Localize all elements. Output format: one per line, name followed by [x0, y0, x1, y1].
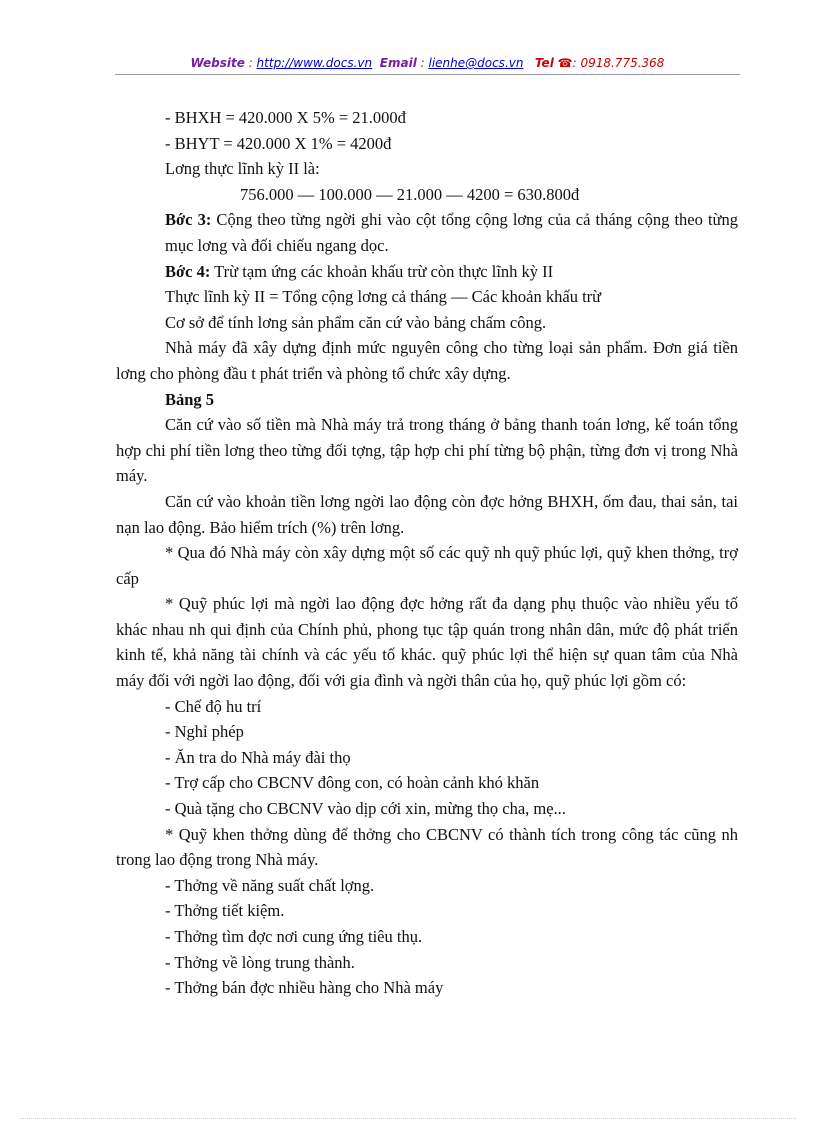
- step-text: Cộng theo từng ngời ghi vào cột tổng cộng lơng của cả tháng cộng theo từng mục lơng và đối chiếu ngang dọc.: [165, 210, 738, 255]
- list-item: - Thởng tìm đợc nơi cung ứng tiêu thụ.: [165, 927, 423, 946]
- list-item: - Thởng bán đợc nhiều hàng cho Nhà máy: [165, 978, 444, 998]
- paragraph: Nhà máy đã xây dựng định mức nguyên công cho từng loại sản phẩm. Đơn giá tiền lơng cho phòng đầu t phát triển và phòng tổ chức xây dựng.: [116, 338, 738, 383]
- paragraph: [116, 259, 738, 285]
- paragraph: * Quỹ khen thởng dùng để thởng cho CBCNV có thành tích trong công tác cũng nh trong lao động trong Nhà máy.: [116, 824, 738, 870]
- list-item: - Thởng về lòng trung thành.: [165, 952, 355, 972]
- phone-icon: ☎: [557, 56, 573, 70]
- website-label: Website: [190, 56, 245, 70]
- email-separator: :: [416, 56, 429, 70]
- list-item: - Nghỉ phép: [165, 722, 244, 742]
- website-link[interactable]: http://www.docs.vn: [256, 56, 373, 70]
- section-heading: Bảng 5: [165, 389, 215, 409]
- step-label: Bớc 4:: [165, 261, 211, 281]
- list-item: - Quà tặng cho CBCNV vào dịp cới xin, mừng thọ cha, mẹ...: [165, 799, 566, 819]
- paragraph: Căn cứ vào khoản tiền lơng ngời lao động còn đợc hởng BHXH, ốm đau, thai sản, tai nạn lao động. Bảo hiểm trích (%) trên lơng.: [116, 491, 738, 537]
- text-line: Lơng thực lĩnh kỳ II là:: [165, 159, 320, 179]
- list-item: - Thởng tiết kiệm.: [165, 901, 285, 921]
- equation-line: 756.000 — 100.000 — 21.000 — 4200 = 630.800đ: [240, 184, 580, 204]
- list-item: - Ăn tra do Nhà máy đài thọ: [165, 747, 351, 767]
- paragraph: * Quỹ phúc lợi mà ngời lao động đợc hởng rất đa dạng phụ thuộc vào nhiều yếu tố khác nhau nh qui định của Chính phủ, phong tục tập quán trong nhân dân, mức độ phát triển kinh tế, khả năng tài chính và các yếu tố khác. quỹ phúc lợi thể hiện sự quan tâm của Nhà máy đối với ngời lao động, đối với gia đình và ngời thân của họ, quỹ phúc lợi gồm có:: [116, 594, 738, 691]
- page-header: [115, 56, 740, 76]
- footer-divider: [20, 1118, 796, 1119]
- website-separator: :: [244, 56, 257, 70]
- tel-number: : 0918.775.368: [572, 56, 665, 70]
- text-line: Thực lĩnh kỳ II = Tổng cộng lơng cả tháng — Các khoản khấu trừ: [165, 287, 602, 307]
- text-line: Cơ sở để tính lơng sản phẩm căn cứ vào bảng chấm công.: [165, 312, 547, 332]
- email-label: Email: [379, 56, 417, 70]
- paragraph: * Qua đó Nhà máy còn xây dựng một số các quỹ nh quỹ phúc lợi, quỹ khen thởng, trợ cấp: [116, 543, 738, 588]
- paragraph: Căn cứ vào số tiền mà Nhà máy trả trong tháng ở bảng thanh toán lơng, kế toán tổng hợp chi phí tiền lơng theo từng đối tợng, tập hợp chi phí từng bộ phận, từng đơn vị trong Nhà máy.: [116, 415, 738, 486]
- text-line: - BHXH = 420.000 X 5% = 21.000đ: [165, 108, 406, 127]
- email-link[interactable]: lienhe@docs.vn: [428, 56, 524, 70]
- list-item: - Thởng về năng suất chất lợng.: [165, 875, 375, 895]
- tel-label: Tel: [534, 56, 554, 70]
- document-body: [116, 105, 738, 1001]
- list-item: - Trợ cấp cho CBCNV đông con, có hoàn cảnh khó khăn: [165, 773, 540, 793]
- header-divider: [115, 74, 740, 75]
- list-item: - Chế độ hu trí: [165, 696, 262, 716]
- paragraph: [116, 207, 738, 258]
- text-line: - BHYT = 420.000 X 1% = 4200đ: [165, 133, 392, 153]
- step-label: Bớc 3:: [165, 210, 212, 230]
- step-text: Trừ tạm ứng các khoản khấu trừ còn thực lĩnh kỳ II: [210, 261, 554, 281]
